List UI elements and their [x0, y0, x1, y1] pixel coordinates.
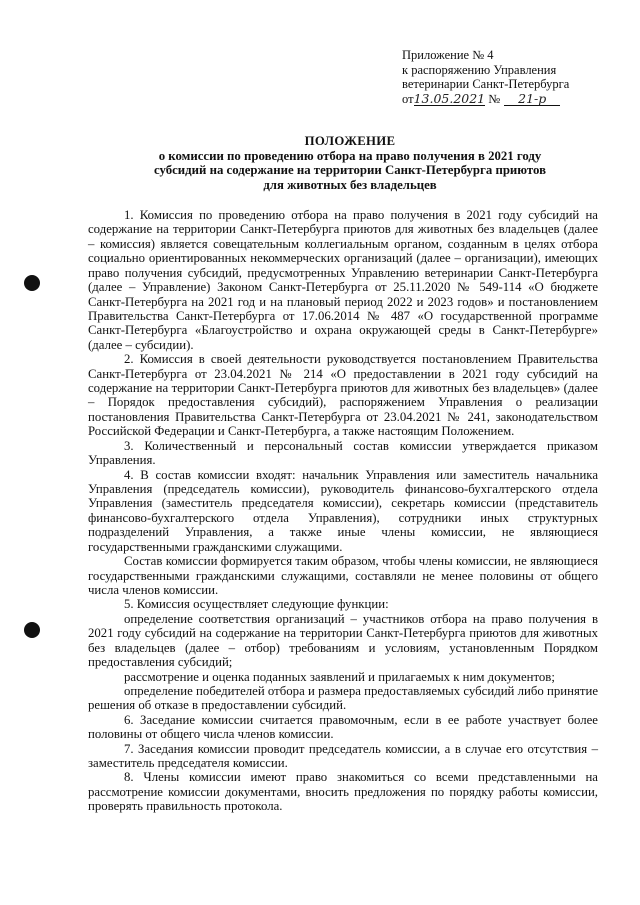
paragraph-4: 4. В состав комиссии входят: начальник Управления или заместитель начальника Управления (председатель комиссии), руководитель финансово-бухгалтерского отдела Управления (заместитель председателя комиссии), секретарь комиссии (представитель финансово-бухгалтерского отдела Управления), сотрудники иных структурных подразделений Управления, а также иные члены комиссии, не являющиеся государственными гражданскими служащими. — [88, 467, 598, 554]
number-sign: № — [488, 91, 501, 106]
appendix-line-2: к распоряжению Управления — [402, 62, 557, 77]
paragraph-8: 8. Члены комиссии имеют право знакомиться со всеми представленными на рассмотрение комиссии документами, вносить предложения по порядку работы комиссии, проверять правильность протокола. — [88, 770, 598, 814]
punch-hole-top — [24, 275, 40, 291]
paragraph-7: 7. Заседания комиссии проводит председатель комиссии, а в случае его отсутствия – заместитель председателя комиссии. — [88, 741, 598, 771]
title-line-1: о комиссии по проведению отбора на право получения в 2021 году — [158, 148, 542, 163]
appendix-date-line — [402, 92, 632, 107]
date-prefix: от — [402, 91, 414, 106]
handwritten-date: 13.05.2021 — [413, 90, 486, 106]
paragraph-4-composition: Состав комиссии формируется таким образом, чтобы члены комиссии, не являющиеся государственными гражданскими служащими, составляли не менее половины от общего числа членов комиссии. — [88, 554, 598, 597]
paragraph-3: 3. Количественный и персональный состав комиссии утверждается приказом Управления. — [88, 438, 598, 468]
paragraph-1: 1. Комиссия по проведению отбора на право получения в 2021 году субсидий на содержание на территории Санкт-Петербурга приютов для животных без владельцев (далее – комиссия) является совещательным коллегиальным органом, созданным в целях отбора социально ориентированных некоммерческих организаций (далее – организации), имеющих право получения субсидий, предусмотренных Управлению ветеринарии Санкт-Петербурга (далее – Управление) Законом Санкт-Петербурга от 25.11.2020 № 549-114 «О бюджете Санкт-Петербурга на 2021 год и на плановый период 2022 и 2023 годов» и постановлением Правительства Санкт-Петербурга от 17.06.2014 № 487 «О государственной программе Санкт-Петербурга «Благоустройство и охрана окружающей среды в Санкт-Петербурге» (далее – субсидии). — [88, 208, 598, 352]
appendix-line-3: ветеринарии Санкт-Петербурга — [402, 77, 570, 91]
document-title — [80, 134, 620, 192]
title-line-2: субсидий на содержание на территории Санкт-Петербурга приютов — [153, 163, 547, 177]
appendix-line-1: Приложение № 4 — [402, 48, 494, 62]
paragraph-6: 6. Заседание комиссии считается правомочным, если в ее работе участвует более половины от общего числа членов комиссии. — [88, 712, 598, 742]
handwritten-number: 21-р — [504, 93, 560, 106]
document-body — [88, 208, 598, 814]
paragraph-5: 5. Комиссия осуществляет следующие функции: — [124, 597, 389, 612]
title-main: ПОЛОЖЕНИЕ — [304, 134, 396, 148]
appendix-header — [402, 48, 632, 106]
paragraph-5-function-2: рассмотрение и оценка поданных заявлений и прилагаемых к ним документов; — [124, 669, 555, 684]
title-line-3: для животных без владельцев — [263, 177, 437, 192]
paragraph-5-function-3: определение победителей отбора и размера предоставляемых субсидий либо принятие решения об отказе в предоставлении субсидий. — [88, 683, 598, 713]
paragraph-5-function-1: определение соответствия организаций – участников отбора на право получения в 2021 году субсидий на содержание на территории Санкт-Петербурга приютов для животных без владельцев (далее – отбор) требованиям и условиям, установленным Порядком предоставления субсидий; — [88, 611, 598, 670]
paragraph-2: 2. Комиссия в своей деятельности руководствуется постановлением Правительства Санкт-Петербурга от 23.04.2021 № 214 «О предоставлении в 2021 году субсидий на содержание на территории Санкт-Петербурга приютов для животных без владельцев» (далее – Порядок предоставления субсидий), распоряжением Управления о реализации постановления Правительства Санкт-Петербурга от 23.04.2021 № 241, законодательством Российской Федерации и Санкт-Петербурга, а также настоящим Положением. — [88, 352, 598, 439]
punch-hole-bottom — [24, 622, 40, 638]
